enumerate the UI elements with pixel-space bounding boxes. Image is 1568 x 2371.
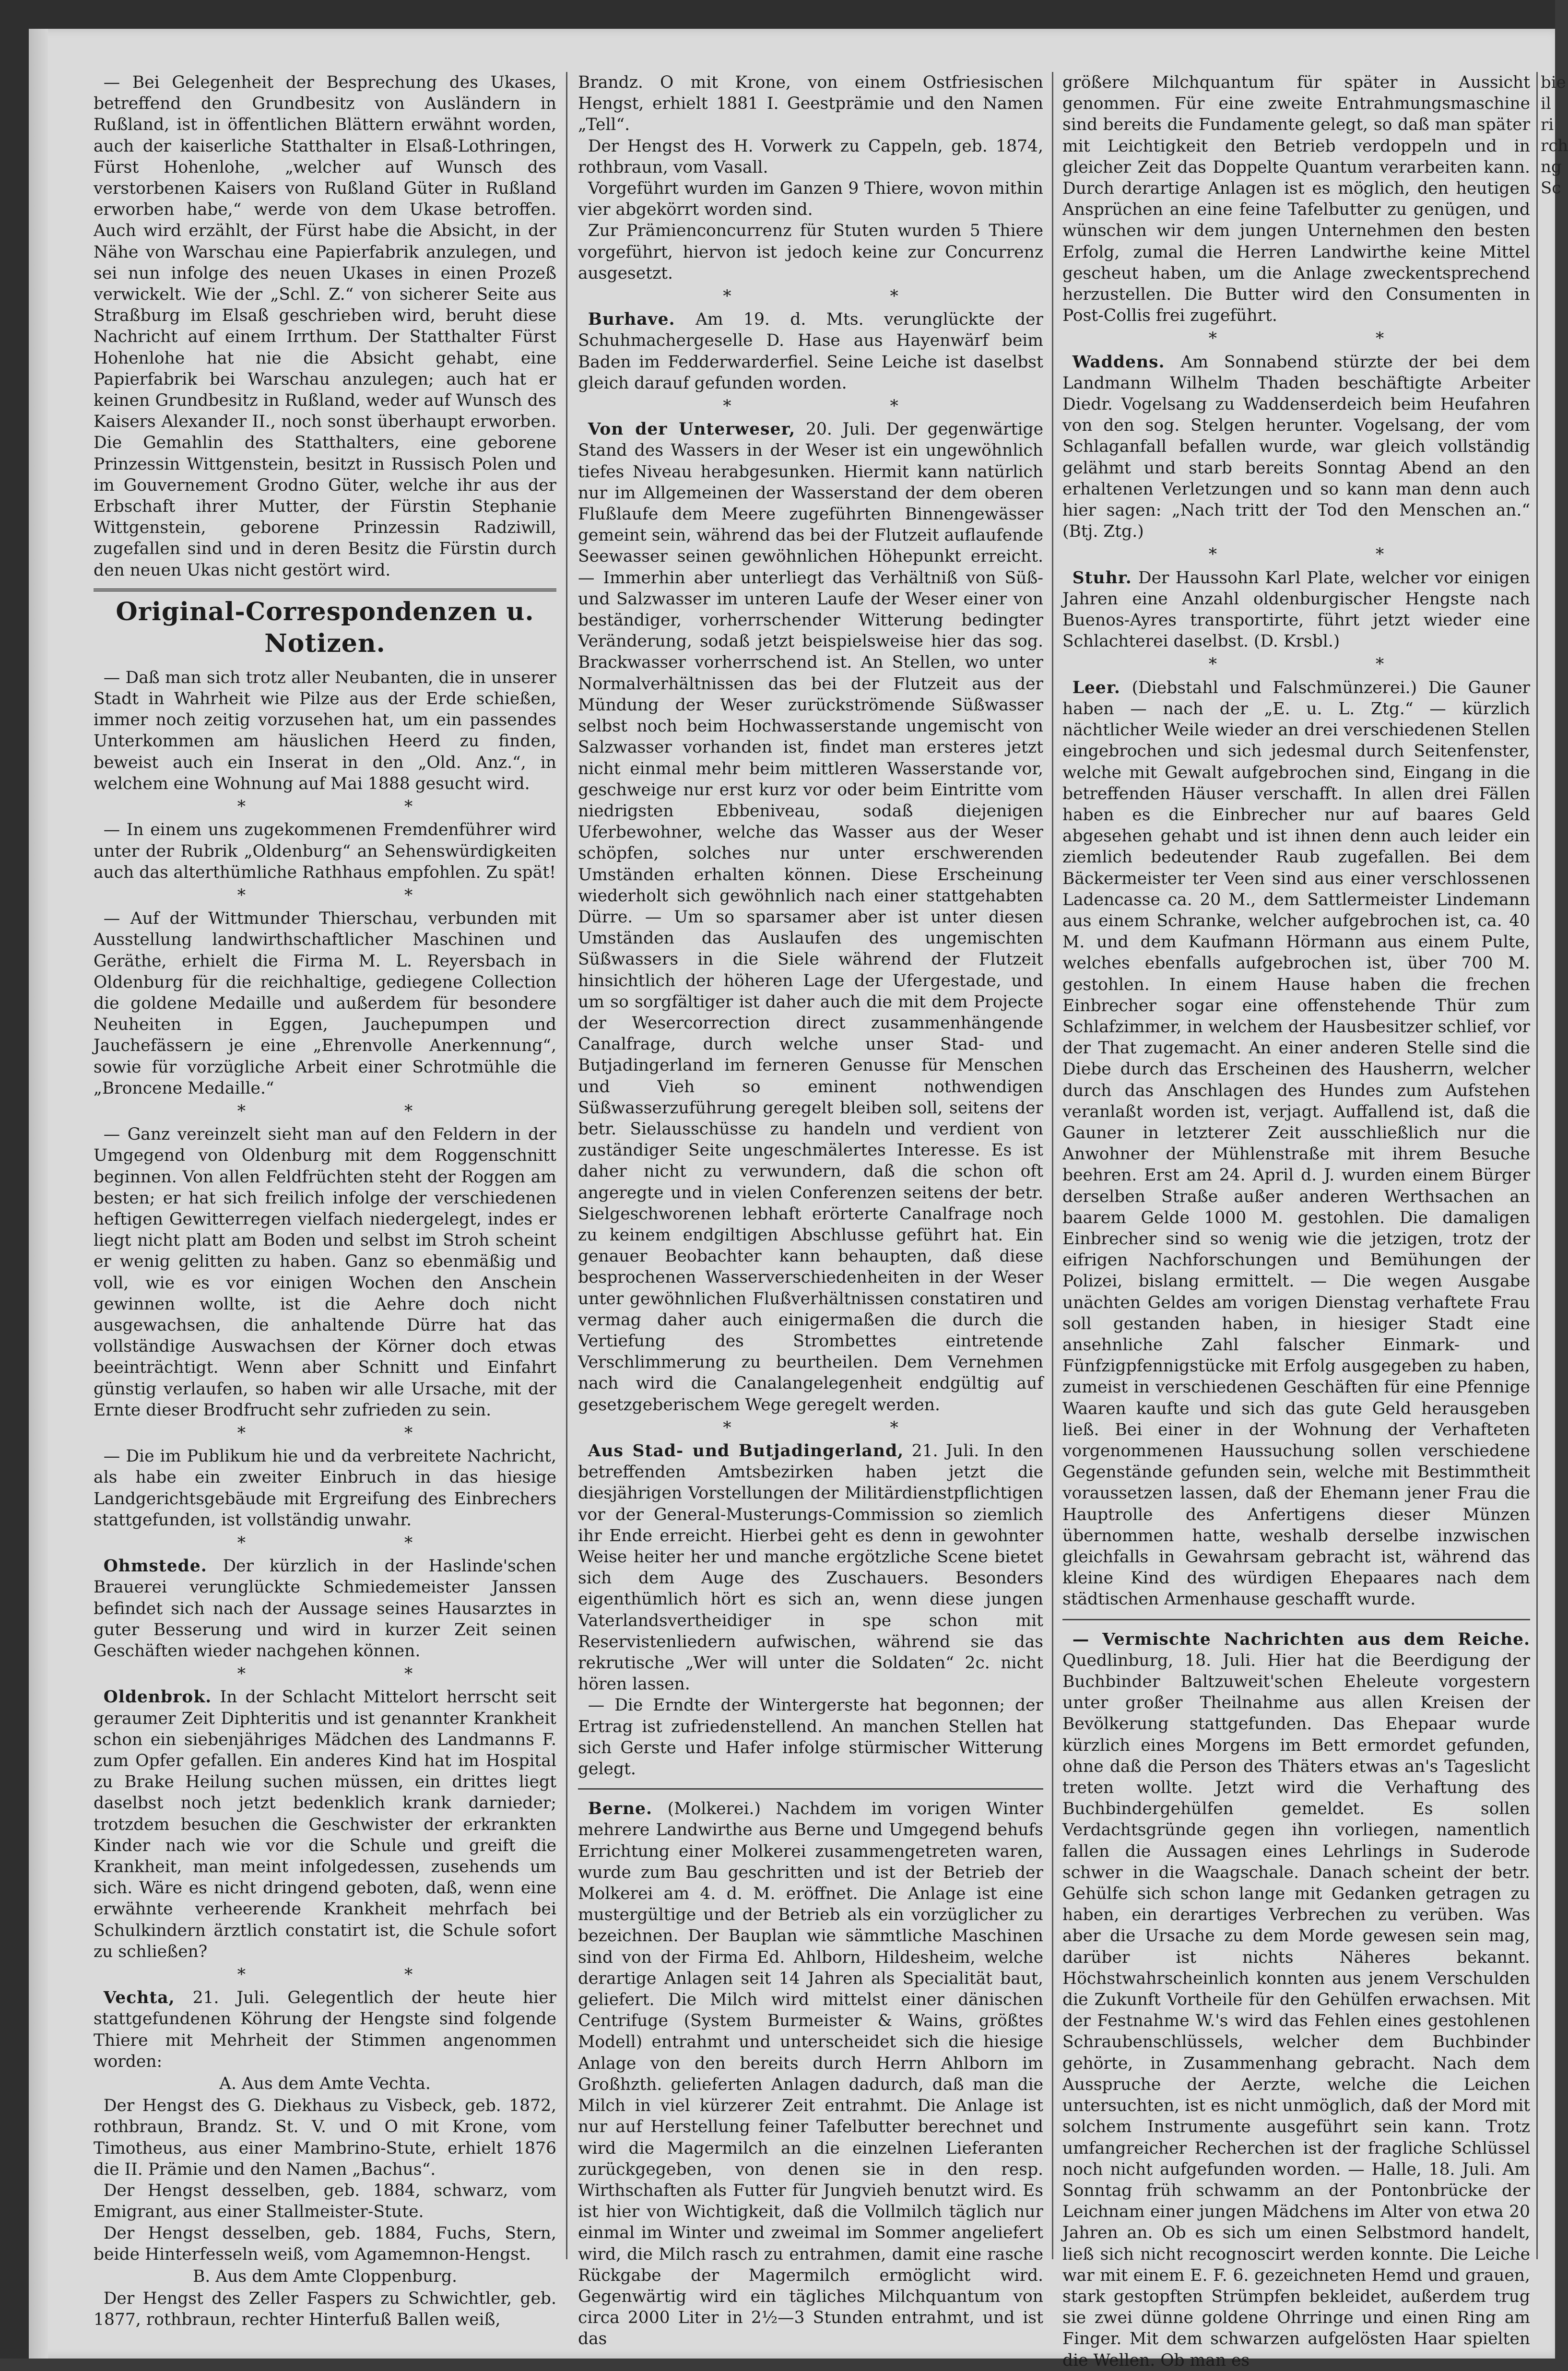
paragraph: Zur Prämienconcurrenz für Stuten wurden 5 Thiere vorgeführt, hiervon ist jedoch keine zur Concurrenz ausgesetzt. (578, 221, 1043, 283)
article-waddens (1062, 352, 1530, 543)
article-leer (1062, 677, 1530, 1610)
source-citation: (Btj. Ztg.) (1062, 522, 1144, 542)
article-russia-ukas: — Bei Gelegenheit der Besprechung des Ukases, betreffend den Grundbesitz von Ausländern in Rußland, ist in öffentlichen Blättern erwähnt worden, auch der kaiserliche Statthalter in Elsaß-Lothringen, Fürst Hohenlohe, „welcher auf Wunsch des verstorbenen Kaisers von Rußland Güter in Rußland erworben habe,“ werde von dem Ukase betroffen. Auch wird erzählt, der Fürst habe die Absicht, in der Nähe von Warschau eine Papierfabrik anzulegen, und sei nun infolge des neuen Ukases in einen Prozeß verwickelt. Wie der „Schl. Z.“ von sicherer Seite aus Straßburg im Elsaß geschrieben wird, beruht diese Nachricht auf einem Irrthum. Der Statthalter Fürst Hohenlohe hat nie die Absicht gehabt, eine Papierfabrik bei Warschau anzulegen; auch hat er keinen Grundbesitz in Rußland, weder auf Wunsch des Kaisers Alexander II., noch sonst überhaupt erworben. Die Gemahlin des Statthalters, eine geborene Prinzessin Wittgenstein, besitzt in Russisch Polen und im Gouvernement Grodno Güter, welche ihr aus der Erbschaft ihrer Mutter, der Fürstin Stephanie Wittgenstein, geborene Prinzessin Radziwill, zugefallen sind und in deren Besitz die Fürstin durch den neuen Ukas nicht gestört wird. (94, 73, 556, 580)
section-heading: — Vermischte Nachrichten aus dem Reiche. (1072, 1629, 1530, 1649)
paragraph: Der Hengst des H. Vorwerk zu Cappeln, geb. 1874, rothbraun, vom Vasall. (578, 136, 1043, 177)
separator-stars: * * (237, 1664, 490, 1684)
article-neubauten: — Daß man sich trotz aller Neubanten, die in unserer Stadt in Wahrheit wie Pilze aus der Erde schießen, immer noch zeitig vorzusehen hat, um ein passendes Unterkommen am häuslichen Heerd zu finden, beweist auch ein Inserat in den „Old. Anz.“, in welchem eine Wohnung auf Mai 1888 gesucht wird. (94, 668, 556, 793)
dateline: Aus Stad- und Butjadingerland, (588, 1441, 904, 1461)
article-vechta (94, 1987, 556, 2072)
separator-stars: * * (237, 1101, 490, 1121)
dateline: Waddens. (1072, 352, 1165, 372)
article-berne (578, 1798, 1043, 2349)
paragraph: Der Hengst des G. Diekhaus zu Visbeck, geb. 1872, rothbraun, Brandz. St. V. und O mit Krone, vom Timotheus, aus einer Mambrino-Stute, erhielt 1876 die II. Prämie und den Namen „Bachus“. (94, 2096, 556, 2179)
article-body: 21. Juli. In den betreffenden Amtsbezirken haben jetzt die diesjährigen Vorstellungen der Militärdienstpflichtigen vor der General-Musterungs-Commission so ziemlich ihr Ende erreicht. Hierbei geht es denn in gewohnter Weise heiter her und manche ergötzliche Scene bietet sich dem Auge des Zuschauers. Besonders eigenthümlich hört es sich an, wenn diese jungen Vaterlandsvertheidiger in spe schon mit Reservistenliedern aufwischen, während sie das rekrutische „Wer will unter die Soldaten“ 2c. nicht hören lassen. (578, 1441, 1044, 1694)
separator-stars: * * (723, 397, 975, 416)
divider (1062, 1619, 1530, 1620)
column-2 (578, 72, 1044, 2349)
column-rule (566, 72, 567, 2259)
separator-stars: * * (723, 1418, 975, 1438)
separator-stars: * * (237, 1965, 490, 1985)
article-thierschau: — Auf der Wittmunder Thierschau, verbunden mit Ausstellung landwirthschaftlicher Maschinen und Geräthe, erhielt die Firma M. L. Reyersbach in Oldenburg für die reichhaltige, gediegene Collection die goldene Medaille und außerdem für besondere Neuheiten in Eggen, Jauchepumpen und Jauchefässern je eine „Ehrenvolle Anerkennung“, sowie für vorzügliche Arbeit einer Schrotmühle die „Broncene Medaille.“ (94, 909, 556, 1098)
separator-stars: * * (1208, 655, 1461, 674)
paragraph: Der Hengst des Zeller Faspers zu Schwichtler, geb. 1877, rothbraun, rechter Hinterfuß Ballen weiß, (94, 2289, 556, 2330)
article-body: (Molkerei.) Nachdem im vorigen Winter mehrere Landwirthe aus Berne und Umgegend behufs Errichtung einer Molkerei zusammengetreten waren, wurde zum Bau geschritten und ist der Betrieb der Molkerei am 4. d. M. eröffnet. Die Anlage ist eine mustergültige und der Betrieb als ein vorzüglicher zu bezeichnen. Der Bauplan wie sämmtliche Maschinen sind von der Firma Ed. Ahlborn, Hildesheim, welche derartige Anlagen seit 14 Jahren als Specialität baut, geliefert. Die Milch wird mittelst einer dänischen Centrifuge (System Burmeister & Wains, größtes Modell) entrahmt und unterscheidet sich die hiesige Anlage von den bereits durch Herrn Ahlborn im Großhzth. gelieferten Anlagen dadurch, daß man die Milch in viel kürzerer Zeit entrahmt. Die Anlage ist nur auf Herstellung feiner Tafelbutter berechnet und wird die Magermilch an die einzelnen Lieferanten zurückgegeben, von denen sie in den resp. Wirthschaften als Futter für Jungvieh benutzt wird. Es ist hier von Wichtigkeit, daß die Vollmilch täglich nur einmal im Winter und zweimal im Sommer angeliefert wird, die Milch rasch zu entrahmen, damit eine rasche Rückgabe der Magermilch ermöglicht wird. Gegenwärtig wird ein tägliches Milchquantum von circa 2000 Liter in 2½—3 Stunden entrahmt, und ist das (578, 1799, 1043, 2349)
column-rule (1052, 72, 1053, 2259)
divider (578, 1788, 1043, 1790)
source-citation: (D. Krsbl.) (1253, 632, 1340, 651)
column-1 (94, 72, 557, 2330)
dateline: Berne. (588, 1799, 653, 1819)
article-body: Der Haussohn Karl Plate, welcher vor einigen Jahren eine Anzahl oldenburgischer Hengste nach Buenos-Ayres transportirte, führt jetzt wieder eine Schlachterei daselbst. (1062, 568, 1531, 651)
article-butjadingerland (578, 1440, 1043, 1695)
paragraph: Vorgeführt wurden im Ganzen 9 Thiere, wovon mithin vier abgekörrt worden sind. (578, 179, 1043, 220)
separator-stars: * * (237, 797, 490, 817)
article-body: Am Sonnabend stürzte der bei dem Landmann Wilhelm Thaden beschäftigte Arbeiter Diedr. Vogelsang zu Waddenserdeich beim Heufahren von den sog. Stelgen herunter. Vogelsang, der vom Schlaganfall befallen wurde, war gleich vollständig gelähmt und starb bereits Sonntag Abend an den erhaltenen Verletzungen und so kann man denn auch hier sagen: „Nach tritt der Tod den Menschen an.“ (1062, 352, 1530, 520)
separator-stars: * * (237, 885, 490, 905)
article-body: In der Schlacht Mittelort herrscht seit geraumer Zeit Diphteritis und ist genannter Krankheit schon ein siebenjähriges Mädchen des Landmanns F. zum Opfer gefallen. Ein anderes Kind hat im Hospital zu Brake Heilung suchen müssen, ein drittes liegt daselbst noch jetzt bedenklich krank darnieder; trotzdem besuchen die Geschwister der erkrankten Kinder nach wie vor die Schule und greift die Krankheit, man meint infolgedessen, zusehends um sich. Wäre es nicht dringend geboten, daß, wenn eine erwähnte verheerende Krankheit mehrfach bei Schulkindern ärztlich constatirt ist, die Schule sofort zu schließen? (94, 1687, 557, 1961)
subheading: B. Aus dem Amte Cloppenburg. (192, 2266, 457, 2286)
article-body: (Diebstahl und Falschmünzerei.) Die Gauner haben — nach der „E. u. L. Ztg.“ — kürzlich nächtlicher Weile wieder an drei verschiedenen Stellen eingebrochen und sich jedesmal durch Seitenfenster, welche mit Gewalt aufgebrochen sind, Eingang in die betreffenden Häuser verschafft. In allen drei Fällen haben es die Einbrecher nur auf baares Geld abgesehen gehabt und ist ihnen denn auch leider ein ziemlich bedeutender Raub zugefallen. Bei dem Bäckermeister ter Veen sind aus einer verschlossenen Ladencasse ca. 20 M., dem Sattlermeister Lindemann aus einem Schranke, welcher aufgebrochen ist, ca. 40 M. und dem Kaufmann Hörmann aus einem Pulte, welches ebenfalls aufgebrochen ist, über 700 M. gestohlen. In einem Hause haben die frechen Einbrecher sogar eine offenstehende Thür zum Schlafzimmer, in welchem der Hausbesitzer schlief, vor der That zugemacht. An einer anderen Stelle sind die Diebe durch das Erscheinen des Hausherrn, welcher durch das Anschlagen des Hundes zum Aufstehen veranlaßt worden ist, verjagt. Auffallend ist, daß die Gauner in letzterer Zeit ausschließlich nur die Anwohner der Mühlenstraße mit ihrem Besuche beehren. Erst am 24. April d. J. wurden einem Bürger derselben Straße außer anderen Werthsachen an baarem Gelde 1000 M. gestohlen. Die damaligen Einbrecher sind so wenig wie die jetzigen, trotz der eifrigen Nachforschungen und Bemühungen der Polizei, bislang ermittelt. — Die wegen Ausgabe unächten Geldes am vorigen Dienstag verhaftete Frau soll gestanden haben, in hiesiger Stadt eine ansehnliche Zahl falscher Einmark- und Fünfzigpfennigstücke mit Erfolg ausgegeben zu haben, zumeist in verschiedenen Geschäften für eine Pfennige Waaren kaufte und sich das gute Geld herausgeben ließ. Bei einer in der Wohnung der Verhafteten vorgenommenen Haussuchung sollen verschiedene Gegenstände gefunden sein, welche mit Bestimmtheit voraussetzen lassen, daß der Ehemann jener Frau die Hauptrolle des Anfertigens dieser Münzen übernommen hatte, weshalb derselbe inzwischen gleichfalls in Gewahrsam gebracht ist, während das kleine Kind des würdigen Ehepaares nach dem städtischen Armenhause geschafft wurde. (1062, 678, 1530, 1609)
dateline: Von der Unterweser, (588, 420, 796, 439)
column-3 (1062, 72, 1531, 2370)
article-body: 20. Juli. Der gegenwärtige Stand des Wassers in der Weser ist ein ungewöhnlich tiefes Niveau herabgesunken. Hiermit kann natürlich nur im Allgemeinen der Wasserstand der dem oberen Flußlaufe dem Meere zugeführten Binnengewässer gemeint sein, während das bei der Flutzeit auflaufende Seewasser seinen gewöhnlichen Höhepunkt erreicht. — Immerhin aber unterliegt das Verhältniß von Süß- und Salzwasser im unteren Laufe der Weser einer von beständiger, vorherrschender Witterung bedingter Veränderung, sodaß jetzt beispielsweise hier das sog. Brackwasser vorherrschend ist. An Stellen, wo unter Normalverhältnissen das bei der Flutzeit aus der Mündung der Weser zurückströmende Süßwasser selbst noch beim Hochwasserstande ungemischt von Salzwasser vorhanden ist, findet man ersteres jetzt nicht einmal mehr beim mittleren Wasserstande vor, geschweige nur erst kurz vor oder beim Eintritte vom niedrigsten Ebbeniveau, sodaß diejenigen Uferbewohner, welche das Wasser aus der Weser schöpfen, solches nur unter erschwerenden Umständen erhalten können. Diese Erscheinung wiederholt sich gewöhnlich nach einer stattgehabten Dürre. — Um so sparsamer aber ist unter diesen Umständen das Auslaufen des ungemischten Süßwassers in die Siele während der Flutzeit hinsichtlich der höheren Lage der Ufergestade, und um so sorgfältiger ist daher auch die mit dem Projecte der Wesercorrection direct zusammenhängende Canalfrage, durch welche unser Stad- und Butjadingerland im ferneren Genusse für Menschen und Vieh so eminent nothwendigen Süßwasserzuführung geregelt bleiben soll, seitens der betr. Sielausschüsse zu handeln und verdient von zuständiger Seite ungeschmälertes Interesse. Es ist daher nicht zu verwundern, daß die schon oft angeregte und in vielen Conferenzen seitens der betr. Sielgeschworenen lebhaft erörterte Canalfrage noch zu keinem endgiltigen Abschlusse geführt hat. Ein genauer Beobachter kann behaupten, daß diese besprochenen Wasserverschiedenheiten in der Weser unter gewöhnlichen Flußverhältnissen constatiren und vermag daher auch einigermaßen die durch die Vertiefung des Strombettes eintretende Verschlimmerung zu beurtheilen. Dem Vernehmen nach wird die Canalangelegenheit endgültig auf gesetzgeberischem Wege geregelt werden. (578, 420, 1044, 1415)
article-body: Am 19. d. Mts. verunglückte der Schuhmachergeselle D. Hase aus Hayenwärf beim Baden im Fedderwarderfiel. Seine Leiche ist daselbst gleich darauf gefunden worden. (578, 310, 1044, 393)
dateline: Oldenbrok. (103, 1687, 212, 1707)
article-body: Der kürzlich in der Haslinde'schen Brauerei verunglückte Schmiedemeister Janssen befindet sich nach der Aussage seines Hausarztes in guter Besserung und wird in kurzer Zeit seinen Geschäften wieder nachgehen können. (94, 1557, 557, 1661)
column-rule (1536, 72, 1538, 2259)
separator-stars: * * (723, 287, 975, 307)
article-stuhr (1062, 567, 1530, 652)
page-binding-edge (29, 29, 48, 2359)
article-oldenbrok (94, 1687, 556, 1962)
section-title: Original-Correspondenzen u. Notizen. (94, 589, 556, 660)
paragraph: Brandz. O mit Krone, von einem Ostfriesischen Hengst, erhielt 1881 I. Geestprämie und den Namen „Tell“. (578, 73, 1043, 135)
article-body: Quedlinburg, 18. Juli. Hier hat die Beerdigung der Buchbinder Baltzuweit'schen Eheleute vorgestern unter großer Theilnahme aus allen Kreisen der Bevölkerung stattgefunden. Das Ehepaar wurde kürzlich eines Morgens im Bett ermordet gefunden, ohne daß die Person des Thäters etwas an's Tageslicht treten wollte. Jetzt wird die Verhaftung des Buchbindergehülfen gemeldet. Es sollen Verdachtsgründe gegen ihn vorliegen, namentlich fallen die Aussagen eines Lehrlings in Suderode schwer in die Waagschale. Danach scheint der betr. Gehülfe sich schon lange mit Gedanken getragen zu haben, ein derartiges Verbrechen zu verüben. Was aber die Ursache zu dem Morde gewesen sein mag, darüber ist nichts Näheres bekannt. Höchstwahrscheinlich konnten aus jenem Verschulden die Zukunft Vortheile für den Gehülfen erwachsen. Mit der Festnahme W.'s wird das Fehlen eines gestohlenen Schraubenschlüssels, welcher dem Buchbinder gehörte, in Zusammenhang gebracht. Nach dem Ausspruche der Aerzte, welche die Leichen untersuchten, ist es nicht unmöglich, daß der Mord mit solchem Instrumente ausgeführt sein kann. Trotz umfangreicher Recherchen ist der fragliche Schlüssel noch nicht aufgefunden worden. — Halle, 18. Juli. Am Sonntag früh schwamm an der Pontonbrücke der Leichnam einer jungen Mädchens im Alter von etwa 20 Jahren an. Ob es sich um einen Selbstmord handelt, ließ sich nicht recognoscirt werden konnte. Die Leiche war mit einem E. F. 6. gezeichneten Hemd und grauen, stark gestopften Strümpfen bekleidet, außerdem trug sie zwei dünne goldene Ohrringe und einen Ring am Finger. Mit dem schwarzen aufgelösten Haar spielten die Wellen. Ob man es (1062, 1651, 1530, 2370)
dateline: Vechta, (103, 1988, 175, 2008)
article-ohmstede (94, 1556, 556, 1662)
subheading: A. Aus dem Amte Vechta. (219, 2074, 431, 2094)
separator-stars: * * (1208, 329, 1461, 349)
adjacent-page-fragment: bie il ri rch ng Sc (1541, 73, 1568, 198)
article-roggenschnitt: — Ganz vereinzelt sieht man auf den Feldern in der Umgegend von Oldenburg mit dem Roggenschnitt beginnen. Von allen Feldfrüchten steht der Roggen am besten; er hat sich freilich infolge der verschiedenen heftigen Gewitterregen vielfach niedergelegt, indes er liegt nicht platt am Boden und selbst im Stroh scheint er wenig gelitten zu haben. Ganz so ebenmäßig und voll, wie es vor einigen Wochen den Anschein gewinnen wollte, ist die Aehre doch nicht ausgewachsen, die anhaltende Dürre hat das vollständige Auswachsen der Körner doch etwas beeinträchtigt. Wenn aber Schnitt und Einfahrt günstig verlaufen, so haben wir alle Ursache, mit der Ernte dieser Brodfrucht sehr zufrieden zu sein. (94, 1125, 556, 1420)
dateline: Stuhr. (1072, 568, 1132, 588)
paragraph: Der Hengst desselben, geb. 1884, schwarz, vom Emigrant, aus einer Stallmeister-Stute. (94, 2181, 556, 2222)
separator-stars: * * (237, 1423, 490, 1443)
separator-stars: * * (237, 1533, 490, 1553)
separator-stars: * * (1208, 545, 1461, 565)
article-einbruch: — Die im Publikum hie und da verbreitete Nachricht, als habe ein zweiter Einbruch in das hiesige Landgerichtsgebäude mit Ergreifung des Einbrechers stattgefunden, ist vollständig unwahr. (94, 1447, 556, 1530)
dateline: Ohmstede. (103, 1557, 207, 1576)
paragraph: größere Milchquantum für später in Aussicht genommen. Für eine zweite Entrahmungsmaschine sind bereits die Fundamente gelegt, so daß man später mit Leichtigkeit den Betrieb verdoppeln und in gleicher Zeit das Doppelte Quantum verarbeiten kann. Durch derartige Anlagen ist es möglich, den heutigen Ansprüchen an eine feine Tafelbutter zu genügen, und wünschen wir dem jungen Unternehmen den besten Erfolg, zumal die Herren Landwirthe keine Mittel gescheut haben, um die Anlage zweckentsprechend herzustellen. Die Butter wird den Consumenten in Post-Collis frei zugeführt. (1062, 73, 1530, 326)
article-fremdenfuehrer: — In einem uns zugekommenen Fremdenführer wird unter der Rubrik „Oldenburg“ an Sehenswürdigkeiten auch das alterthümliche Rathhaus empfohlen. Zu spät! (94, 820, 556, 882)
article-burhave (578, 309, 1043, 394)
paragraph: — Die Erndte der Wintergerste hat begonnen; der Ertrag ist zufriedenstellend. An manchen Stellen hat sich Gerste und Hafer infolge stürmischer Witterung gelegt. (578, 1696, 1043, 1779)
dateline: Leer. (1072, 678, 1120, 697)
dateline: Burhave. (588, 310, 675, 330)
paragraph: Der Hengst desselben, geb. 1884, Fuchs, Stern, beide Hinterfesseln weiß, vom Agamemnon-Hengst. (94, 2223, 556, 2264)
article-unterweser (578, 419, 1043, 1416)
article-vermischte (1062, 1629, 1530, 2371)
article-body: 21. Juli. Gelegentlich der heute hier stattgefundenen Köhrung der Hengste sind folgende Thiere mit Mehrheit der Stimmen angenommen worden: (94, 1988, 557, 2071)
